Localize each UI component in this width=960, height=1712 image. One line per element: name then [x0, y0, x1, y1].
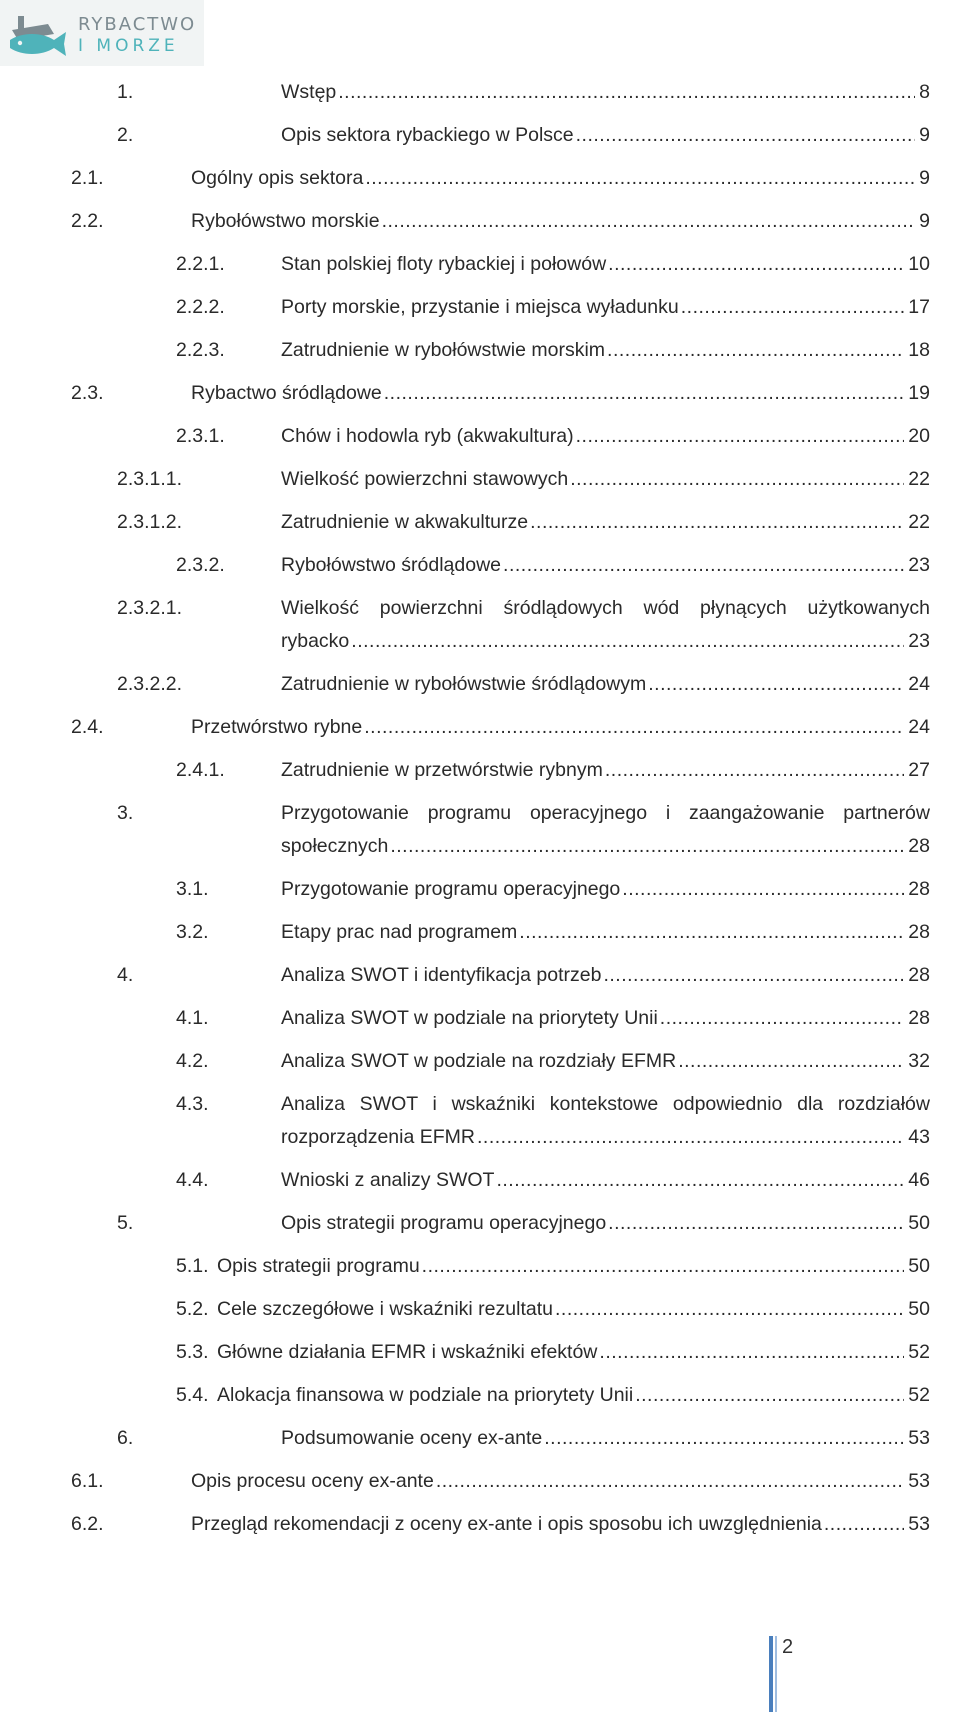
toc-entry-number: 6.1. — [71, 1470, 104, 1492]
toc-entry-page: 43 — [908, 1126, 930, 1148]
toc-leader-dots — [555, 1293, 904, 1326]
toc-entry-number: 2.2.3. — [176, 339, 225, 361]
toc-entry-page: 32 — [908, 1050, 930, 1072]
toc-entry-page: 50 — [908, 1298, 930, 1320]
toc-entry-title: Rybactwo śródlądowe — [191, 382, 382, 404]
logo-line-2: I MORZE — [78, 36, 179, 56]
toc-entry-number: 2.2.2. — [176, 296, 225, 318]
toc-entry-number: 2.3. — [71, 382, 104, 404]
toc-leader-dots — [382, 205, 916, 238]
toc-entry-page: 24 — [908, 716, 930, 738]
toc-entry-number: 3.1. — [176, 878, 209, 900]
toc-entry-page: 24 — [908, 673, 930, 695]
toc-entry-page: 23 — [908, 630, 930, 652]
toc-entry-page: 28 — [908, 878, 930, 900]
toc-entry-title: Ogólny opis sektora — [191, 167, 364, 189]
toc-entry-title: Alokacja finansowa w podziale na priorytety Unii — [217, 1384, 634, 1406]
toc-entry-number: 4. — [117, 964, 134, 986]
toc-leader-dots — [599, 1336, 904, 1369]
toc-entry-title: Zatrudnienie w akwakulturze — [281, 511, 529, 533]
toc-entry-page: 50 — [908, 1255, 930, 1277]
toc-entry-title: społecznych — [281, 835, 389, 857]
toc-entry-page: 28 — [908, 1007, 930, 1029]
toc-entry-page: 50 — [908, 1212, 930, 1234]
toc-entry-title: Stan polskiej floty rybackiej i połowów — [281, 253, 607, 275]
toc-leader-dots — [681, 291, 905, 324]
toc-entry-page: 28 — [908, 835, 930, 857]
toc-entry-page: 27 — [908, 759, 930, 781]
toc-entry-title: Rybołówstwo śródlądowe — [281, 554, 502, 576]
toc-leader-dots — [608, 248, 904, 281]
toc-entry-title: Etapy prac nad programem — [281, 921, 518, 943]
toc-leader-dots — [519, 916, 904, 949]
toc-entry-title: Opis procesu oceny ex-ante — [191, 1470, 434, 1492]
toc-entry-page: 52 — [908, 1384, 930, 1406]
toc-entry-title: rybacko — [281, 630, 350, 652]
toc-entry-number: 2.3.1.1. — [117, 468, 183, 490]
toc-entry-page: 52 — [908, 1341, 930, 1363]
toc-entry-title-line: Wielkość powierzchni śródlądowych wód płynących użytkowanych — [281, 597, 930, 619]
toc-entry-number: 5.4. — [176, 1384, 209, 1406]
toc-entry-number: 2.3.2.1. — [117, 597, 183, 619]
toc-entry-page: 20 — [908, 425, 930, 447]
toc-leader-dots — [544, 1422, 904, 1455]
toc-leader-dots — [530, 506, 904, 539]
toc-leader-dots — [384, 377, 905, 410]
toc-leader-dots — [660, 1002, 905, 1035]
toc-entry-title: Wstęp — [281, 81, 337, 103]
toc-leader-dots — [608, 1207, 904, 1240]
toc-entry-number: 2.1. — [71, 167, 104, 189]
toc-entry-title: Opis sektora rybackiego w Polsce — [281, 124, 574, 146]
toc-entry-title: Główne działania EFMR i wskaźniki efektów — [217, 1341, 598, 1363]
toc-entry-page: 19 — [908, 382, 930, 404]
toc-entry-title-line: Przygotowanie programu operacyjnego i zaangażowanie partnerów — [281, 802, 930, 824]
logo-text — [78, 14, 196, 56]
toc-entry-number: 4.4. — [176, 1169, 209, 1191]
toc-entry-title: Chów i hodowla ryb (akwakultura) — [281, 425, 574, 447]
toc-entry-title: Zatrudnienie w przetwórstwie rybnym — [281, 759, 603, 781]
toc-entry-number: 2.3.1. — [176, 425, 225, 447]
toc-entry-page: 8 — [919, 81, 930, 103]
toc-entry-page: 46 — [908, 1169, 930, 1191]
toc-leader-dots — [603, 959, 904, 992]
toc-leader-dots — [648, 668, 904, 701]
toc-entry-number: 2. — [117, 124, 134, 146]
toc-entry-title: Analiza SWOT w podziale na priorytety Unii — [281, 1007, 658, 1029]
toc-entry-number: 4.3. — [176, 1093, 209, 1115]
toc-entry-title: Zatrudnienie w rybołówstwie morskim — [281, 339, 606, 361]
toc-leader-dots — [824, 1508, 904, 1541]
toc-entry-number: 3.2. — [176, 921, 209, 943]
toc-entry-number: 6. — [117, 1427, 134, 1449]
toc-leader-dots — [635, 1379, 904, 1412]
logo — [0, 0, 204, 66]
toc-entry-number: 1. — [117, 81, 134, 103]
toc-entry-title-line: Analiza SWOT i wskaźniki kontekstowe odpowiednio dla rozdziałów — [281, 1093, 930, 1115]
toc-entry-title: Przygotowanie programu operacyjnego — [281, 878, 621, 900]
toc-entry-title: Zatrudnienie w rybołówstwie śródlądowym — [281, 673, 647, 695]
logo-line-1: RYBACTWO — [78, 14, 197, 35]
toc-leader-dots — [364, 711, 904, 744]
toc-leader-dots — [576, 420, 905, 453]
toc-entry-number: 5.1. — [176, 1255, 209, 1277]
toc-entry-number: 2.2.1. — [176, 253, 225, 275]
toc-entry-number: 2.3.2.2. — [117, 673, 183, 695]
toc-entry-page: 17 — [908, 296, 930, 318]
toc-entry-number: 2.4. — [71, 716, 104, 738]
toc-entry-page: 22 — [908, 511, 930, 533]
page-number: 2 — [782, 1636, 794, 1658]
toc-leader-dots — [622, 873, 904, 906]
toc-entry-number: 2.3.2. — [176, 554, 225, 576]
toc-entry-page: 22 — [908, 468, 930, 490]
toc-entry-page: 9 — [919, 124, 930, 146]
toc-entry-number: 5. — [117, 1212, 134, 1234]
fish-boat-logo-icon — [8, 10, 74, 62]
toc-leader-dots — [576, 119, 916, 152]
toc-entry-title: Porty morskie, przystanie i miejsca wyładunku — [281, 296, 679, 318]
toc-entry-page: 53 — [908, 1513, 930, 1535]
toc-entry-page: 10 — [908, 253, 930, 275]
toc-entry-page: 53 — [908, 1470, 930, 1492]
toc-entry-number: 2.2. — [71, 210, 104, 232]
toc-entry-title: rozporządzenia EFMR — [281, 1126, 475, 1148]
toc-entry-page: 9 — [919, 210, 930, 232]
toc-leader-dots — [351, 625, 904, 658]
toc-entry-title: Cele szczegółowe i wskaźniki rezultatu — [217, 1298, 553, 1320]
toc-entry-page: 53 — [908, 1427, 930, 1449]
toc-leader-dots — [338, 76, 915, 109]
toc-entry-number: 4.1. — [176, 1007, 209, 1029]
toc-entry-number: 4.2. — [176, 1050, 209, 1072]
toc-entry-page: 18 — [908, 339, 930, 361]
page-number-bar — [769, 1636, 773, 1712]
toc-entry-number: 2.4.1. — [176, 759, 225, 781]
toc-entry-title: Wielkość powierzchni stawowych — [281, 468, 569, 490]
toc-leader-dots — [570, 463, 904, 496]
toc-entry-title: Opis strategii programu operacyjnego — [281, 1212, 607, 1234]
toc-entry-number: 5.2. — [176, 1298, 209, 1320]
toc-leader-dots — [477, 1121, 904, 1154]
toc-entry-title: Rybołówstwo morskie — [191, 210, 380, 232]
toc-entry-number: 2.3.1.2. — [117, 511, 183, 533]
toc-leader-dots — [607, 334, 904, 367]
toc-entry-title: Opis strategii programu — [217, 1255, 420, 1277]
toc-entry-title: Wnioski z analizy SWOT — [281, 1169, 495, 1191]
toc-entry-title: Podsumowanie oceny ex-ante — [281, 1427, 543, 1449]
toc-leader-dots — [503, 549, 904, 582]
toc-leader-dots — [365, 162, 915, 195]
toc-leader-dots — [605, 754, 904, 787]
toc-entry-title: Przetwórstwo rybne — [191, 716, 363, 738]
toc-leader-dots — [422, 1250, 905, 1283]
toc-entry-number: 5.3. — [176, 1341, 209, 1363]
toc-leader-dots — [390, 830, 904, 863]
toc-entry-title: Przegląd rekomendacji z oceny ex-ante i opis sposobu ich uwzględnienia — [191, 1513, 822, 1535]
page-number-bar-accent — [775, 1636, 777, 1712]
toc-entry-page: 9 — [919, 167, 930, 189]
toc-entry-number: 3. — [117, 802, 134, 824]
toc-entry-page: 28 — [908, 921, 930, 943]
toc-entry-title: Analiza SWOT i identyfikacja potrzeb — [281, 964, 602, 986]
toc-entry-title: Analiza SWOT w podziale na rozdziały EFMR — [281, 1050, 677, 1072]
toc-entry-page: 28 — [908, 964, 930, 986]
toc-leader-dots — [678, 1045, 904, 1078]
toc-leader-dots — [496, 1164, 904, 1197]
toc-entry-number: 6.2. — [71, 1513, 104, 1535]
toc-entry-page: 23 — [908, 554, 930, 576]
toc-leader-dots — [436, 1465, 904, 1498]
